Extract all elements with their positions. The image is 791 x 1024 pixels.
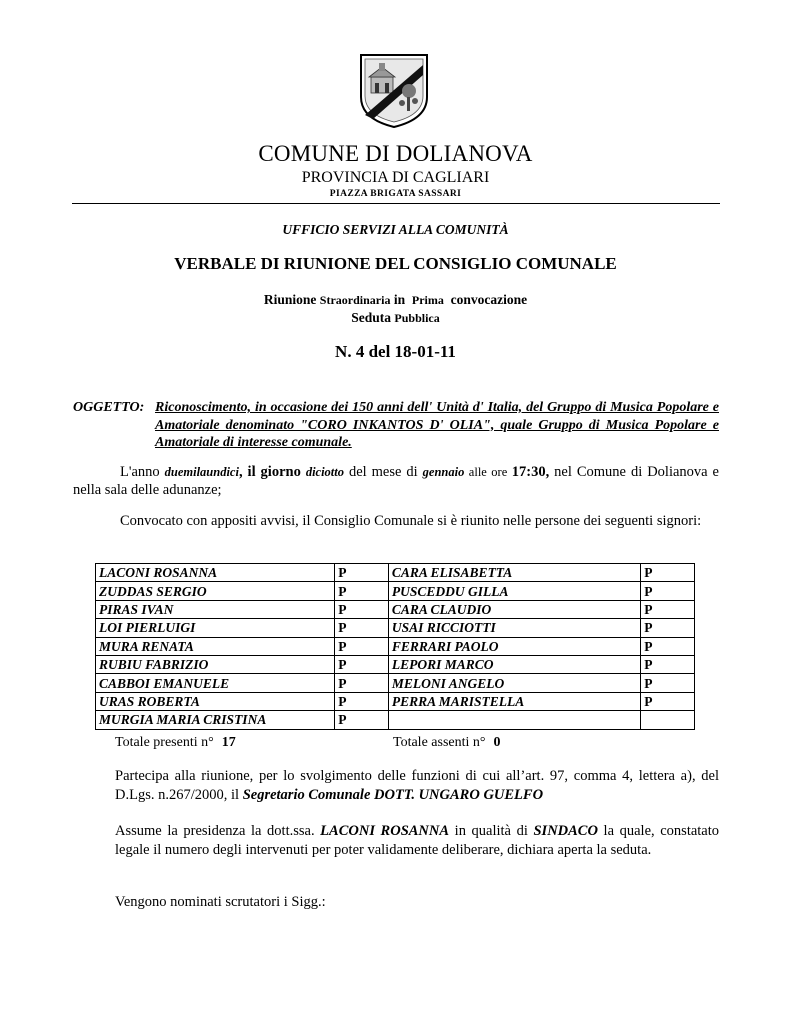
convocation-number: Prima (411, 293, 444, 307)
member-name: ZUDDAS SERGIO (96, 582, 335, 600)
header-divider (72, 203, 720, 204)
presence-mark: P (335, 711, 389, 729)
member-name: FERRARI PAOLO (388, 637, 640, 655)
total-absent (393, 735, 500, 751)
member-name: MURA RENATA (96, 637, 335, 655)
member-name: USAI RICCIOTTI (388, 619, 640, 637)
member-name: PERRA MARISTELLA (388, 692, 640, 710)
address: PIAZZA BRIGATA SASSARI (329, 189, 462, 199)
opening-text-2: , il giorno (238, 464, 306, 480)
member-name: MURGIA MARIA CRISTINA (96, 711, 335, 729)
total-absent-label: Totale assenti n° (393, 735, 486, 750)
scrutineers-paragraph: Vengono nominati scrutatori i Sigg.: (115, 894, 326, 910)
member-name (388, 711, 640, 729)
presidency-text-2: in qualità di (449, 823, 534, 839)
document-title: VERBALE DI RIUNIONE DEL CONSIGLIO COMUNALE (174, 254, 617, 273)
member-name: CARA CLAUDIO (388, 600, 640, 618)
president-role: SINDACO (533, 823, 598, 839)
opening-paragraph (73, 464, 719, 499)
member-name: LOI PIERLUIGI (96, 619, 335, 637)
secretary-text: Partecipa alla riunione, per lo svolgimento delle funzioni di cui all’art. 97, comma 4, lettera a), del D.Lgs. n.267/2000, il (115, 768, 719, 803)
presence-mark: P (641, 637, 695, 655)
member-name: RUBIU FABRIZIO (96, 655, 335, 673)
total-present (115, 735, 236, 751)
convocation-label: convocazione (450, 292, 528, 307)
member-name: URAS ROBERTA (96, 692, 335, 710)
opening-text-3: del mese di (344, 464, 423, 480)
opening-text-5: nel Comune di Dolianova e nella sala delle adunanze; (73, 464, 719, 498)
session-label: Seduta (351, 310, 392, 325)
member-name: CABBOI EMANUELE (96, 674, 335, 692)
table-row (96, 692, 695, 710)
presence-mark: P (335, 564, 389, 582)
presence-mark: P (335, 600, 389, 618)
document-number: N. 4 del 18-01-11 (335, 342, 456, 361)
presence-mark: P (335, 655, 389, 673)
attendance-table (95, 563, 695, 730)
subject-text: Riconoscimento, in occasione dei 150 anni dell' Unità d' Italia, del Gruppo di Musica Popolare e Amatoriale denominato "CORO INKANTOS D' OLIA", quale Gruppo di Musica Popolare e Amatoriale di interesse comunale. (155, 400, 719, 450)
table-row (96, 674, 695, 692)
comune-name: COMUNE DI DOLIANOVA (258, 141, 533, 166)
year-value: duemilaundici (164, 465, 239, 479)
time-value: 17:30, (511, 464, 550, 480)
member-name: LACONI ROSANNA (96, 564, 335, 582)
presence-mark: P (335, 619, 389, 637)
presence-mark: P (641, 619, 695, 637)
convocation-paragraph: Convocato con appositi avvisi, il Consiglio Comunale si è riunito nelle persone dei seguenti signori: (120, 513, 702, 529)
presence-mark: P (335, 637, 389, 655)
presence-mark: P (335, 582, 389, 600)
secretary-paragraph (115, 767, 719, 805)
meeting-kind: Straordinaria (319, 293, 391, 307)
total-absent-value: 0 (493, 735, 501, 750)
table-row (96, 711, 695, 729)
municipal-crest-icon (357, 51, 431, 129)
table-row (96, 637, 695, 655)
secretary-name: Segretario Comunale DOTT. UNGARO GUELFO (242, 787, 544, 803)
member-name: PIRAS IVAN (96, 600, 335, 618)
office-name: UFFICIO SERVIZI ALLA COMUNITÀ (282, 222, 509, 237)
presence-mark: P (641, 582, 695, 600)
presence-mark: P (641, 692, 695, 710)
month-value: gennaio (422, 465, 465, 479)
meeting-label: Riunione (263, 292, 317, 307)
presence-mark: P (641, 655, 695, 673)
presence-mark: P (335, 692, 389, 710)
table-row (96, 600, 695, 618)
presidency-text-1: Assume la presidenza la dott.ssa. (115, 823, 321, 839)
subject-block (73, 399, 719, 452)
presence-mark: P (335, 674, 389, 692)
member-name: LEPORI MARCO (388, 655, 640, 673)
table-row (96, 619, 695, 637)
member-name: CARA ELISABETTA (388, 564, 640, 582)
presidency-text-3: la quale, constatato legale il numero degli intervenuti per poter validamente deliberare, dichiara aperta la seduta. (115, 823, 720, 858)
table-row (96, 655, 695, 673)
presence-mark: P (641, 600, 695, 618)
president-name: LACONI ROSANNA (320, 823, 450, 839)
presidency-paragraph (115, 822, 719, 860)
opening-text-1: L'anno (120, 464, 165, 480)
total-present-value: 17 (221, 735, 236, 750)
opening-text-4: alle ore (464, 465, 512, 479)
member-name: PUSCEDDU GILLA (388, 582, 640, 600)
meeting-in: in (393, 292, 406, 307)
subject-label: OGGETTO: (73, 400, 145, 415)
session-type (0, 310, 791, 326)
presence-mark: P (641, 564, 695, 582)
day-value: diciotto (305, 465, 345, 479)
presence-mark (641, 711, 695, 729)
presence-mark: P (641, 674, 695, 692)
member-name: MELONI ANGELO (388, 674, 640, 692)
meeting-type (0, 292, 791, 308)
table-row (96, 564, 695, 582)
table-row (96, 582, 695, 600)
session-kind: Pubblica (394, 311, 440, 325)
total-present-label: Totale presenti n° (115, 735, 214, 750)
provincia-name: PROVINCIA DI CAGLIARI (301, 169, 490, 186)
